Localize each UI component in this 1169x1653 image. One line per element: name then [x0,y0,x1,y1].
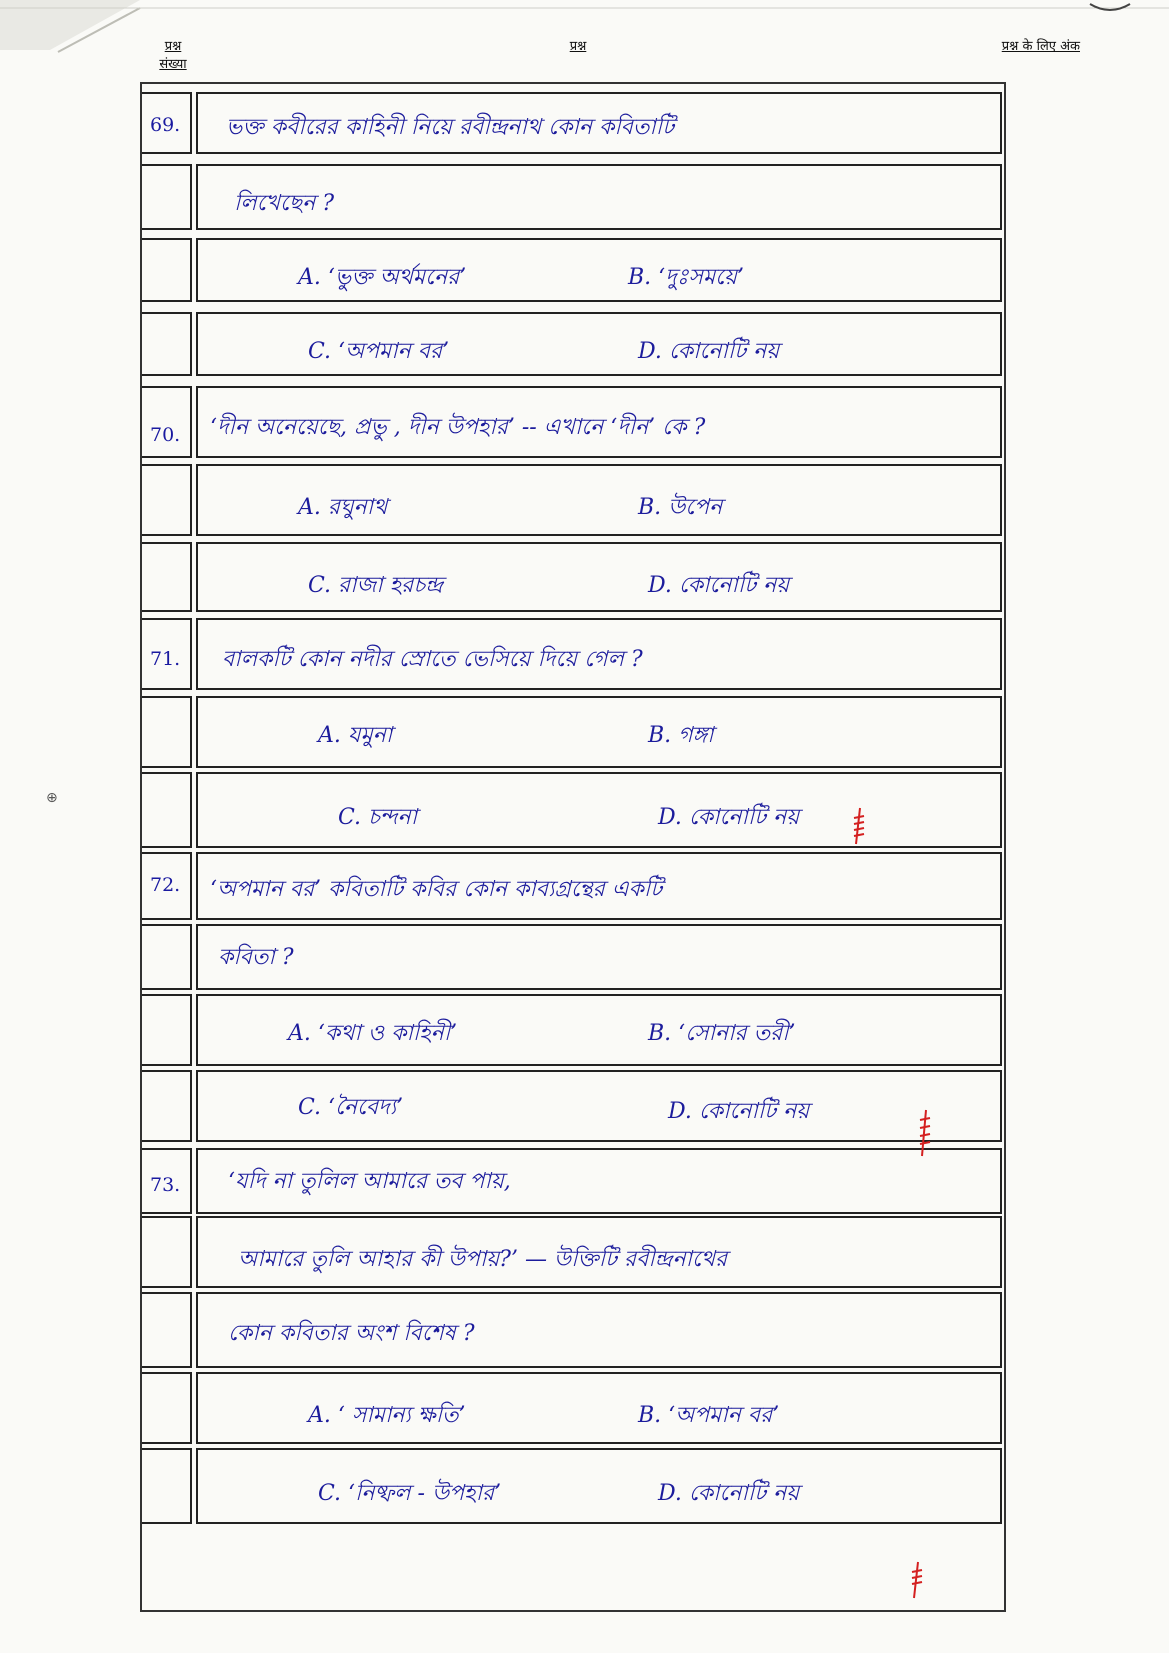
question-number: 71. [150,648,181,670]
option-b: B. ‘অপমান বর’ [638,1403,780,1428]
question-line: লিখেছেন ? [234,191,335,216]
question-row [140,852,1002,920]
option-row [140,696,1002,768]
option-row [140,1372,1002,1444]
question-line: ‘অপমান বর’ কবিতাটি কবির কোন কাব্যগ্রন্থের একটি [210,877,663,902]
question-number-cell [140,464,192,536]
question-number-cell [140,542,192,612]
option-c: C. ‘নিষ্ফল - উপহার’ [318,1481,502,1506]
option-cell [196,1070,1002,1142]
option-c: C. ‘অপমান বর’ [308,339,450,364]
question-text-cell [196,618,1002,690]
question-number-cell [140,386,192,458]
question-text-cell [196,1216,1002,1288]
option-row [140,994,1002,1066]
question-number-cell [140,1148,192,1214]
question-number-cell [140,924,192,990]
question-line: ‘দীন অনেয়েছে, প্রভু , দীন উপহার’ -- এখানে ‘দীন’ কে ? [210,415,706,440]
correction-tick-mark [852,806,862,846]
question-row [140,1148,1002,1214]
column-header-question: प्रश्न [569,39,587,54]
option-d: D. কোনোটি নয় [638,339,780,364]
option-d: D. কোনোটি নয় [658,805,800,830]
question-line: কোন কবিতার অংশ বিশেষ ? [228,1321,475,1346]
option-row [140,772,1002,848]
option-a: A. ‘ভুক্ত অর্থমনের’ [298,265,467,290]
option-cell [196,312,1002,376]
question-number: 72. [150,874,181,896]
question-line: বালকটি কোন নদীর স্রোতে ভেসিয়ে দিয়ে গেল ? [222,647,643,672]
question-row [140,1216,1002,1288]
punch-hole-mark: ⊕ [46,790,58,806]
question-number: 70. [150,424,181,446]
option-cell [196,696,1002,768]
option-cell [196,542,1002,612]
question-number: 69. [150,114,181,136]
question-text-cell [196,852,1002,920]
question-text-cell [196,164,1002,230]
option-c: C. রাজা হরচন্দ্র [308,573,443,598]
option-row [140,464,1002,536]
option-d: D. কোনোটি নয় [668,1099,810,1124]
question-number-cell [140,852,192,920]
question-line: আমারে তুলি আহার কী উপায়?’ — উক্তিটি রবীন্দ্রনাথের [238,1247,728,1272]
question-number-cell [140,238,192,302]
question-number-cell [140,1292,192,1368]
option-cell [196,772,1002,848]
option-c: C. ‘নৈবেদ্য’ [298,1095,404,1120]
option-b: B. গঙ্গা [648,723,714,748]
option-b: B. ‘দুঃসময়ে’ [628,265,744,290]
question-text-cell [196,1148,1002,1214]
question-number-cell [140,994,192,1066]
question-number-cell [140,312,192,376]
column-header-marks: प्रश्न के लिए अंक [1001,39,1080,54]
option-cell [196,464,1002,536]
question-row [140,92,1002,154]
option-cell [196,994,1002,1066]
correction-tick-mark [918,1108,928,1158]
option-a: A. রঘুনাথ [298,495,388,520]
option-c: C. চন্দনা [338,805,418,830]
option-a: A. যমুনা [318,723,393,748]
question-number-cell [140,1372,192,1444]
option-row [140,312,1002,376]
question-line: ‘যদি না তুলিল আমারে তব পায়, [228,1169,511,1194]
answer-sheet [140,82,1002,1612]
question-number-cell [140,164,192,230]
question-line: ভক্ত কবীরের কাহিনী নিয়ে রবীন্দ্রনাথ কোন কবিতাটি [226,115,675,140]
question-number: 73. [150,1174,181,1196]
column-header-number: प्रश्न संख्या [159,39,187,72]
question-row [140,924,1002,990]
question-text-cell [196,386,1002,458]
option-d: D. কোনোটি নয় [658,1481,800,1506]
question-number-cell [140,618,192,690]
question-number-cell [140,772,192,848]
option-row [140,238,1002,302]
question-row [140,618,1002,690]
correction-tick-mark [910,1560,920,1600]
option-cell [196,1448,1002,1524]
question-number-cell [140,92,192,154]
question-number-cell [140,1448,192,1524]
question-row [140,164,1002,230]
question-row [140,386,1002,458]
option-a: A. ‘ সামান্য ক্ষতি’ [308,1403,466,1428]
option-cell [196,238,1002,302]
option-cell [196,1372,1002,1444]
question-text-cell [196,1292,1002,1368]
question-number-cell [140,696,192,768]
question-text-cell [196,924,1002,990]
question-number-cell [140,1070,192,1142]
option-d: D. কোনোটি নয় [648,573,790,598]
question-row [140,1292,1002,1368]
question-line: কবিতা ? [218,945,294,970]
option-a: A. ‘কথা ও কাহিনী’ [288,1021,458,1046]
question-number-cell [140,1216,192,1288]
option-row [140,542,1002,612]
option-b: B. ‘সোনার তরী’ [648,1021,796,1046]
option-row [140,1070,1002,1142]
option-row [140,1448,1002,1524]
option-b: B. উপেন [638,495,723,520]
question-text-cell [196,92,1002,154]
